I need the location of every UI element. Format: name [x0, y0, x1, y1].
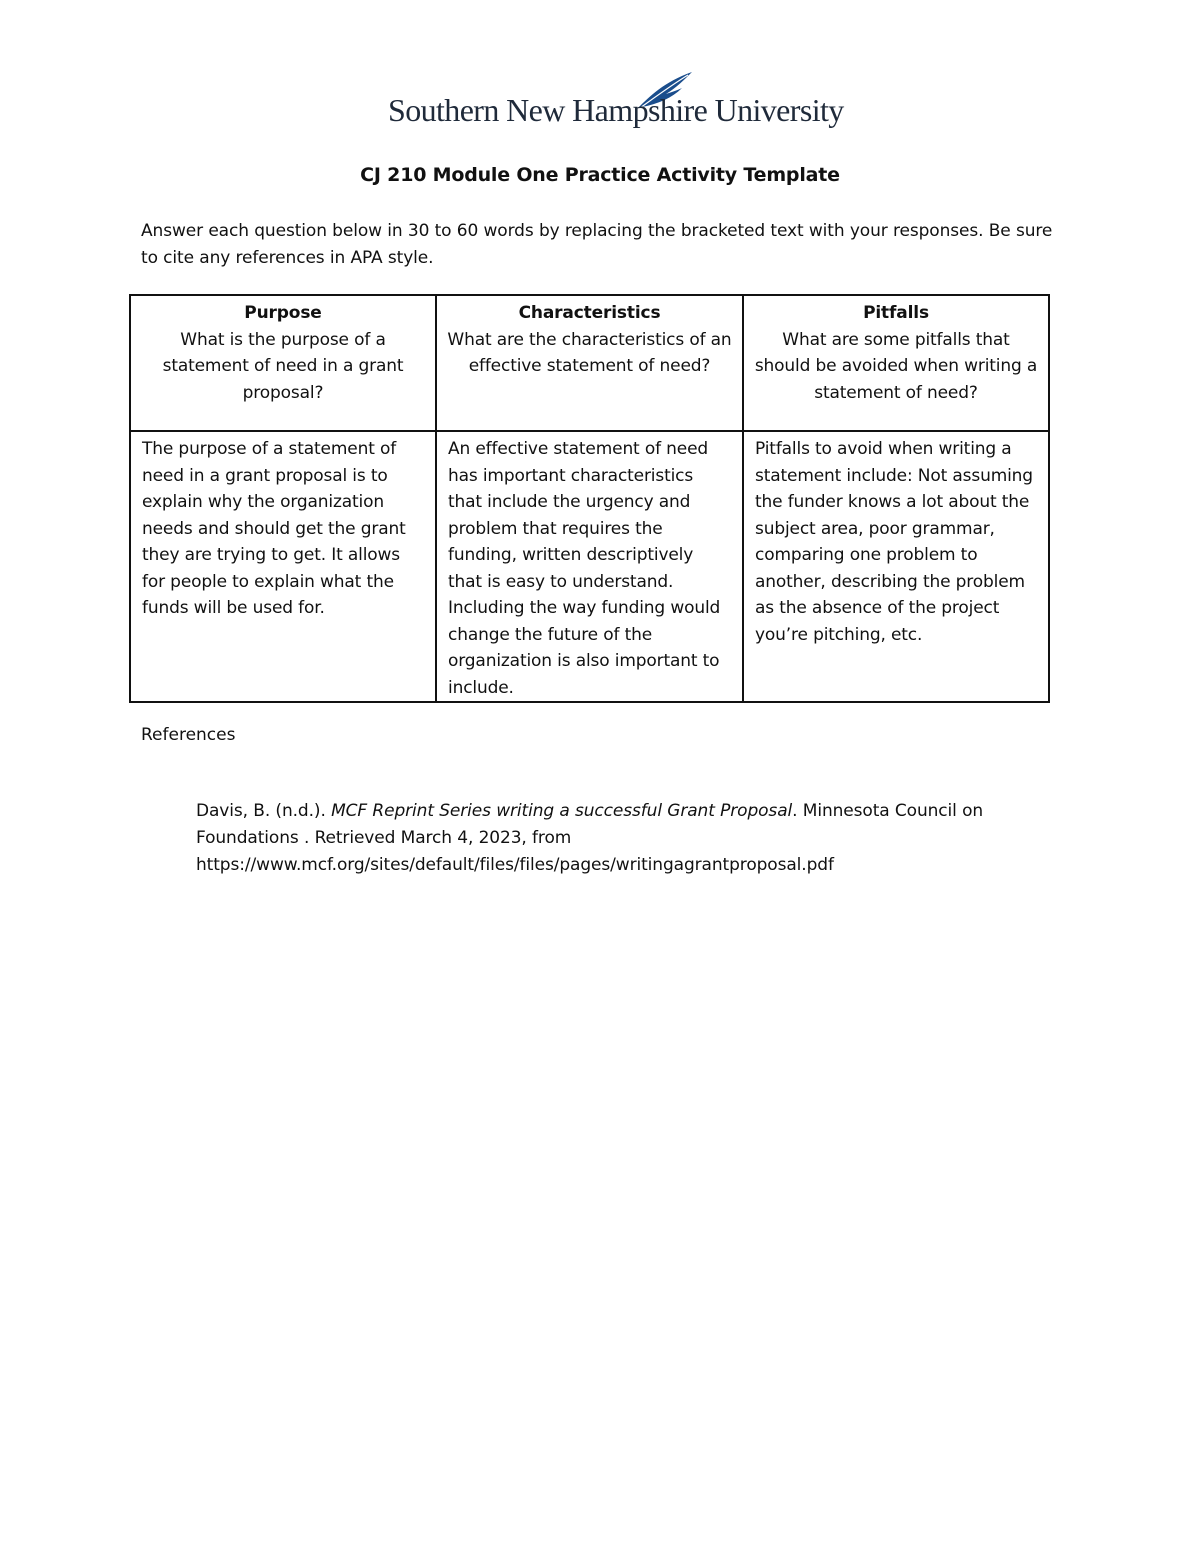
university-logo [388, 70, 844, 142]
pitfalls-question: What are some pitfalls that should be avoided when writing a statement of need? [754, 329, 1038, 403]
activity-table [129, 294, 1050, 703]
table-answer-row [130, 431, 1049, 702]
citation-authors-date: Davis, B. (n.d.). [196, 801, 332, 821]
characteristics-header-cell [436, 295, 743, 431]
purpose-header-cell [130, 295, 436, 431]
characteristics-answer[interactable]: An effective statement of need has important characteristics that include the urgency and problem that requires the funding, written descriptively that is easy to understand. Including the way funding would change the future of the organization is also important to include. [436, 431, 743, 702]
characteristics-question: What are the characteristics of an effective statement of need? [447, 329, 732, 376]
pitfalls-heading: Pitfalls [863, 303, 929, 323]
pitfalls-answer[interactable]: Pitfalls to avoid when writing a statement include: Not assuming the funder knows a lot about the subject area, poor grammar, comparing one problem to another, describing the problem as the absence of the project you’re pitching, etc. [743, 431, 1049, 702]
page-title: CJ 210 Module One Practice Activity Template [360, 164, 840, 186]
reference-citation [196, 798, 1056, 879]
instructions-text: Answer each question below in 30 to 60 words by replacing the bracketed text with your responses. Be sure to cite any references in APA style. [141, 221, 1053, 268]
purpose-answer[interactable]: The purpose of a statement of need in a grant proposal is to explain why the organization needs and should get the grant they are trying to get. It allows for people to explain what the funds will be used for. [130, 431, 436, 702]
purpose-heading: Purpose [244, 303, 322, 323]
characteristics-heading: Characteristics [518, 303, 661, 323]
references-heading: References [141, 725, 236, 745]
citation-title: MCF Reprint Series writing a successful Grant Proposal [331, 801, 793, 821]
purpose-question: What is the purpose of a statement of need in a grant proposal? [162, 329, 404, 403]
table-header-row [130, 295, 1049, 431]
pitfalls-header-cell [743, 295, 1049, 431]
citation-source: . Minnesota Council on Foundations . Retrieved March 4, 2023, from https://www.mcf.org/sites/default/files/files/pages/writingagrantproposal.pdf [196, 801, 984, 875]
logo-wordmark: Southern New Hampshire University [388, 92, 844, 128]
